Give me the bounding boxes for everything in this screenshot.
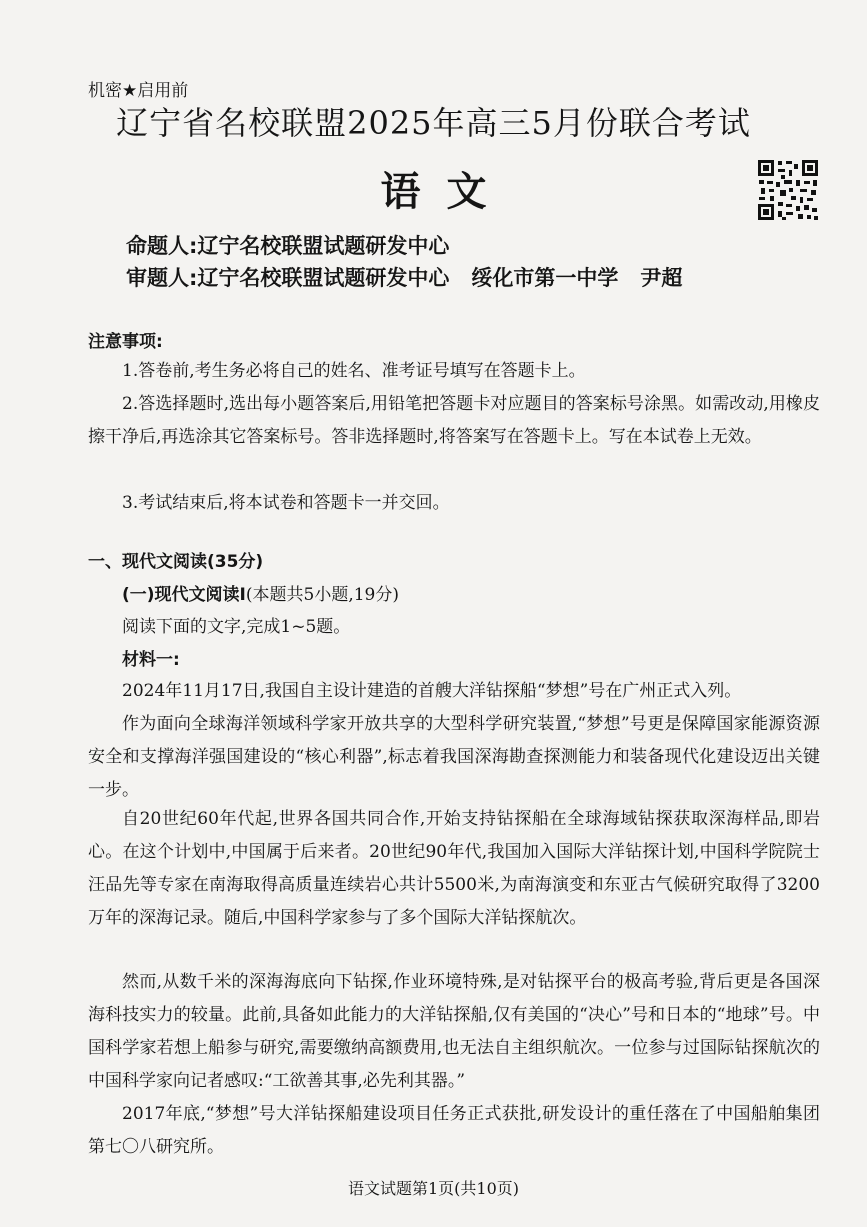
material-paragraph: 2024年11月17日,我国自主设计建造的首艘大洋钻探船“梦想”号在广州正式入列。: [122, 681, 742, 701]
material-paragraph: 2017年底,“梦想”号大洋钻探船建设项目任务正式获批,研发设计的重任落在了中国船舶集团第七〇八研究所。: [88, 1104, 820, 1157]
material-paragraph: 自20世纪60年代起,世界各国共同合作,开始支持钻探船在全球海域钻探获取深海样品,即岩心。在这个计划中,中国属于后来者。20世纪90年代,我国加入国际大洋钻探计划,中国科学院院士汪品先等专家在南海取得高质量连续岩心共计5500米,为南海演变和东亚古气候研究取得了3200万年的深海记录。随后,中国科学家参与了多个国际大洋钻探航次。: [88, 809, 820, 928]
notice-item: 3.考试结束后,将本试卷和答题卡一并交回。: [122, 493, 450, 513]
section-heading: 一、现代文阅读(35分): [88, 552, 264, 572]
exam-title: 辽宁省名校联盟2025年高三5月份联合考试: [116, 104, 751, 142]
qr-code-icon: [756, 158, 820, 222]
notice-item: 1.答卷前,考生务必将自己的姓名、准考证号填写在答题卡上。: [122, 361, 586, 381]
reading-instruction: 阅读下面的文字,完成1~5题。: [122, 617, 351, 637]
question-setter: 命题人:辽宁名校联盟试题研发中心: [126, 234, 450, 258]
sub-section-title: (一)现代文阅读Ⅰ: [122, 585, 246, 605]
material-paragraph: 作为面向全球海洋领域科学家开放共享的大型科学研究装置,“梦想”号更是保障国家能源资源安全和支撑海洋强国建设的“核心利器”,标志着我国深海勘查探测能力和装备现代化建设迈出关键一步。: [88, 714, 820, 800]
page-footer: 语文试题第1页(共10页): [347, 1179, 520, 1198]
secret-label: 机密★启用前: [88, 81, 189, 101]
sub-section-heading: [122, 580, 399, 605]
reviewer-org: 审题人:辽宁名校联盟试题研发中心: [126, 266, 450, 290]
reviewer-name: 尹超: [640, 266, 683, 290]
question-reviewer: [126, 262, 682, 292]
sub-section-detail: (本题共5小题,19分): [245, 585, 399, 605]
notice-title: 注意事项:: [88, 332, 163, 352]
material-label: 材料一:: [122, 650, 180, 670]
notice-item: 2.答选择题时,选出每小题答案后,用铅笔把答题卡对应题目的答案标号涂黑。如需改动,用橡皮擦干净后,再选涂其它答案标号。答非选择题时,将答案写在答题卡上。写在本试卷上无效。: [88, 394, 820, 447]
reviewer-school: 绥化市第一中学: [471, 266, 619, 290]
material-paragraph: 然而,从数千米的深海海底向下钻探,作业环境特殊,是对钻探平台的极高考验,背后更是各国深海科技实力的较量。此前,具备如此能力的大洋钻探船,仅有美国的“决心”号和日本的“地球”号。中国科学家若想上船参与研究,需要缴纳高额费用,也无法自主组织航次。一位参与过国际钻探航次的中国科学家向记者感叹:“工欲善其事,必先利其器。”: [88, 972, 820, 1091]
subject-title: 语文: [380, 169, 513, 215]
